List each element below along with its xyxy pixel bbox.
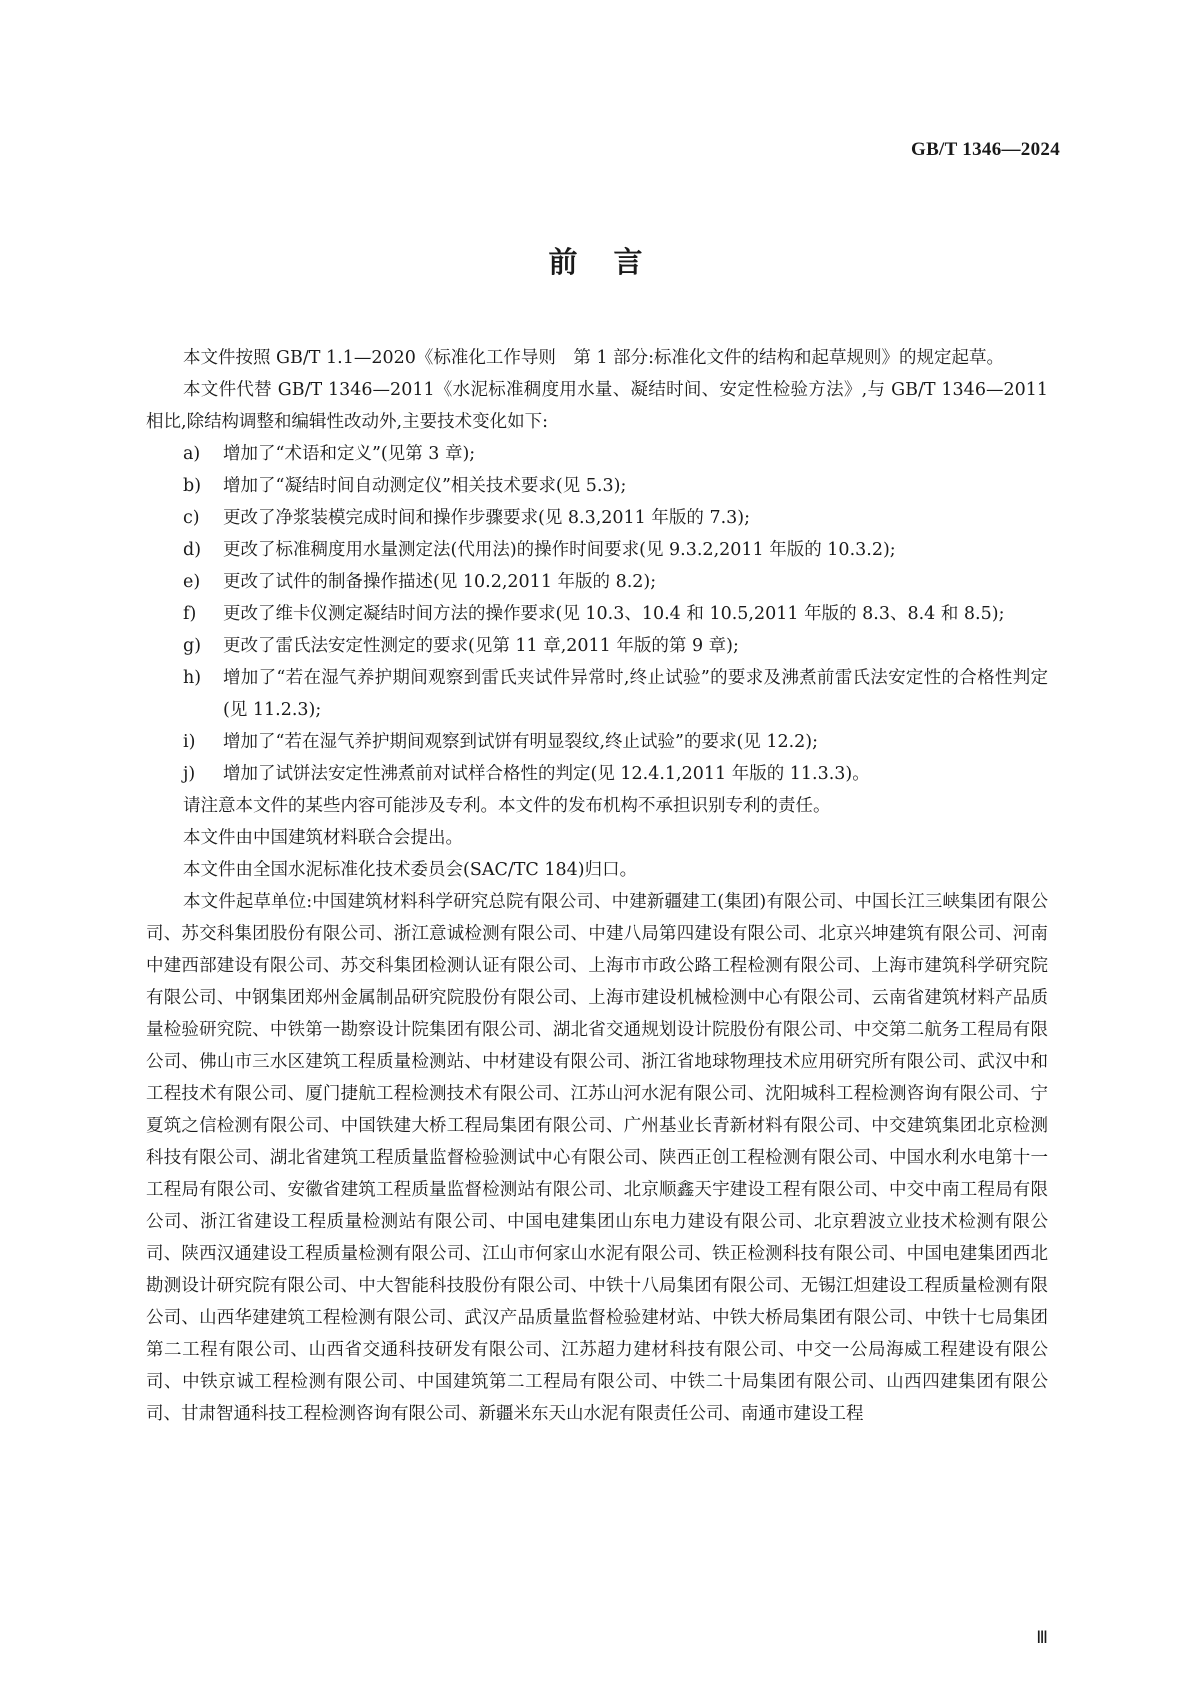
list-item [146, 598, 1048, 630]
foreword-body [146, 342, 1048, 1430]
list-item-text: 增加了试饼法安定性沸煮前对试样合格性的判定(见 12.4.1,2011 年版的 11.3.3)。 [223, 764, 870, 784]
list-item-label: e) [183, 572, 201, 592]
list-item-label: b) [183, 476, 202, 496]
paragraph-patent-notice: 请注意本文件的某些内容可能涉及专利。本文件的发布机构不承担识别专利的责任。 [183, 796, 831, 816]
list-item-label: a) [183, 444, 201, 464]
list-item [146, 534, 1048, 566]
list-item-label: h) [183, 668, 202, 688]
standard-code: GB/T 1346—2024 [910, 139, 1060, 160]
paragraph-drafting-units: 本文件起草单位:中国建筑材料科学研究总院有限公司、中建新疆建工(集团)有限公司、中国长江三峡集团有限公司、苏交科集团股份有限公司、浙江意诚检测有限公司、中建八局第四建设有限公司、北京兴坤建筑有限公司、河南中建西部建设有限公司、苏交科集团检测认证有限公司、上海市市政公路工程检测有限公司、上海市建筑科学研究院有限公司、中钢集团郑州金属制品研究院股份有限公司、上海市建设机械检测中心有限公司、云南省建筑材料产品质量检验研究院、中铁第一勘察设计院集团有限公司、湖北省交通规划设计院股份有限公司、中交第二航务工程局有限公司、佛山市三水区建筑工程质量检测站、中材建设有限公司、浙江省地球物理技术应用研究所有限公司、武汉中和工程技术有限公司、厦门捷航工程检测技术有限公司、江苏山河水泥有限公司、沈阳城科工程检测咨询有限公司、宁夏筑之信检测有限公司、中国铁建大桥工程局集团有限公司、广州基业长青新材料有限公司、中交建筑集团北京检测科技有限公司、湖北省建筑工程质量监督检验测试中心有限公司、陕西正创工程检测有限公司、中国水利水电第十一工程局有限公司、安徽省建筑工程质量监督检测站有限公司、北京顺鑫天宇建设工程有限公司、中交中南工程局有限公司、浙江省建设工程质量检测站有限公司、中国电建集团山东电力建设有限公司、北京碧波立业技术检测有限公司、陕西汉通建设工程质量检测有限公司、江山市何家山水泥有限公司、铁正检测科技有限公司、中国电建集团西北勘测设计研究院有限公司、中大智能科技股份有限公司、中铁十八局集团有限公司、无锡江炟建设工程质量检测有限公司、山西华建建筑工程检测有限公司、武汉产品质量监督检验建材站、中铁大桥局集团有限公司、中铁十七局集团第二工程有限公司、山西省交通科技研发有限公司、江苏超力建材科技有限公司、中交一公局海威工程建设有限公司、中铁京诚工程检测有限公司、中国建筑第二工程局有限公司、中铁二十局集团有限公司、山西四建集团有限公司、甘肃智通科技工程检测咨询有限公司、新疆米东天山水泥有限责任公司、南通市建设工程 [146, 892, 1048, 1424]
list-item-text: 增加了“术语和定义”(见第 3 章); [223, 444, 476, 464]
paragraph-committee: 本文件由全国水泥标准化技术委员会(SAC/TC 184)归口。 [183, 860, 638, 880]
list-item-text: 更改了试件的制备操作描述(见 10.2,2011 年版的 8.2); [223, 572, 657, 592]
list-item [146, 726, 1048, 758]
list-item-text: 增加了“若在湿气养护期间观察到雷氏夹试件异常时,终止试验”的要求及沸煮前雷氏法安定性的合格性判定(见 11.2.3); [223, 668, 1048, 720]
list-item-text: 更改了雷氏法安定性测定的要求(见第 11 章,2011 年版的第 9 章); [223, 636, 739, 656]
list-item-label: c) [183, 508, 200, 528]
paragraph-replacement: 本文件代替 GB/T 1346—2011《水泥标准稠度用水量、凝结时间、安定性检验方法》,与 GB/T 1346—2011 相比,除结构调整和编辑性改动外,主要技术变化如下: [146, 380, 1048, 432]
list-item [146, 502, 1048, 534]
list-item-label: d) [183, 540, 202, 560]
list-item [146, 662, 1048, 726]
list-item [146, 470, 1048, 502]
list-item [146, 566, 1048, 598]
page-number: Ⅲ [1036, 1628, 1048, 1647]
paragraph-proposer: 本文件由中国建筑材料联合会提出。 [183, 828, 463, 848]
changes-list [146, 438, 1048, 790]
list-item-text: 更改了净浆装模完成时间和操作步骤要求(见 8.3,2011 年版的 7.3); [223, 508, 750, 528]
list-item-label: i) [183, 732, 196, 752]
list-item-label: g) [183, 636, 202, 656]
page-title: 前言 [548, 245, 679, 279]
list-item-label: j) [183, 764, 196, 784]
list-item-text: 更改了标准稠度用水量测定法(代用法)的操作时间要求(见 9.3.2,2011 年版的 10.3.2); [223, 540, 896, 560]
list-item [146, 438, 1048, 470]
list-item [146, 630, 1048, 662]
list-item-text: 更改了维卡仪测定凝结时间方法的操作要求(见 10.3、10.4 和 10.5,2011 年版的 8.3、8.4 和 8.5); [223, 604, 1005, 624]
list-item-text: 增加了“凝结时间自动测定仪”相关技术要求(见 5.3); [223, 476, 627, 496]
list-item-text: 增加了“若在湿气养护期间观察到试饼有明显裂纹,终止试验”的要求(见 12.2); [223, 732, 819, 752]
list-item-label: f) [183, 604, 197, 624]
list-item [146, 758, 1048, 790]
paragraph-drafting-basis: 本文件按照 GB/T 1.1—2020《标准化工作导则 第 1 部分:标准化文件的结构和起草规则》的规定起草。 [183, 348, 1005, 368]
